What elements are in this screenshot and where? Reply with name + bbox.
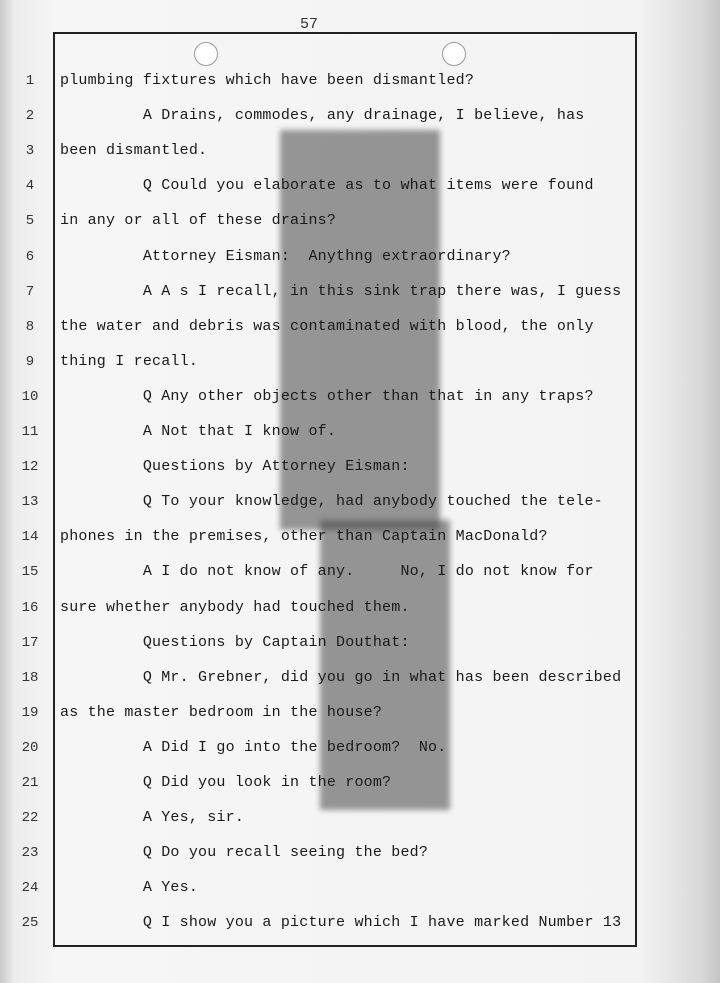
transcript-line: as the master bedroom in the house? [60, 704, 383, 721]
page-border-top [53, 32, 637, 34]
transcript-line: A Yes. [60, 879, 199, 896]
line-number: 22 [21, 810, 39, 826]
line-number: 18 [21, 670, 39, 686]
line-number: 5 [25, 213, 35, 229]
line-number: 25 [21, 915, 39, 931]
line-number: 8 [25, 319, 35, 335]
transcript-line: Q Could you elaborate as to what items were found [60, 177, 594, 194]
transcript-line: Q Mr. Grebner, did you go in what has been described [60, 669, 622, 686]
transcript-line: Q Do you recall seeing the bed? [60, 844, 429, 861]
transcript-line: phones in the premises, other than Captain MacDonald? [60, 528, 548, 545]
transcript-line: plumbing fixtures which have been dismantled? [60, 72, 475, 89]
line-number: 23 [21, 845, 39, 861]
line-number: 13 [21, 494, 39, 510]
line-number: 19 [21, 705, 39, 721]
line-number: 15 [21, 564, 39, 580]
transcript-line: Q To your knowledge, had anybody touched the tele- [60, 493, 603, 510]
transcript-line: the water and debris was contaminated with blood, the only [60, 318, 594, 335]
line-number: 9 [25, 354, 35, 370]
line-number: 20 [21, 740, 39, 756]
line-number: 21 [21, 775, 39, 791]
line-number: 3 [25, 143, 35, 159]
transcript-line: Q I show you a picture which I have marked Number 13 [60, 914, 622, 931]
transcript-line: A Yes, sir. [60, 809, 245, 826]
transcript-line: Questions by Captain Douthat: [60, 634, 410, 651]
transcript-line: Attorney Eisman: Anythng extraordinary? [60, 248, 511, 265]
line-number: 12 [21, 459, 39, 475]
transcript-line: Q Did you look in the room? [60, 774, 392, 791]
transcript-line: thing I recall. [60, 353, 199, 370]
punch-hole-left [194, 42, 218, 66]
page-number: 57 [300, 16, 319, 33]
transcript-line: A Not that I know of. [60, 423, 337, 440]
transcript-line: sure whether anybody had touched them. [60, 599, 410, 616]
transcript-line: been dismantled. [60, 142, 208, 159]
punch-hole-right [442, 42, 466, 66]
transcript-line: Q Any other objects other than that in any traps? [60, 388, 594, 405]
line-number: 24 [21, 880, 39, 896]
line-number: 1 [25, 73, 35, 89]
line-number: 6 [25, 249, 35, 265]
transcript-line: Questions by Attorney Eisman: [60, 458, 410, 475]
line-number: 17 [21, 635, 39, 651]
line-number: 16 [21, 600, 39, 616]
line-number: 4 [25, 178, 35, 194]
line-number: 10 [21, 389, 39, 405]
line-number: 11 [21, 424, 39, 440]
transcript-line: A Drains, commodes, any drainage, I believe, has [60, 107, 585, 124]
line-number: 7 [25, 284, 35, 300]
transcript-line: A A s I recall, in this sink trap there was, I guess [60, 283, 622, 300]
transcript-line: in any or all of these drains? [60, 212, 337, 229]
line-number: 14 [21, 529, 39, 545]
line-number: 2 [25, 108, 35, 124]
transcript-line: A I do not know of any. No, I do not know for [60, 563, 594, 580]
transcript-line: A Did I go into the bedroom? No. [60, 739, 447, 756]
